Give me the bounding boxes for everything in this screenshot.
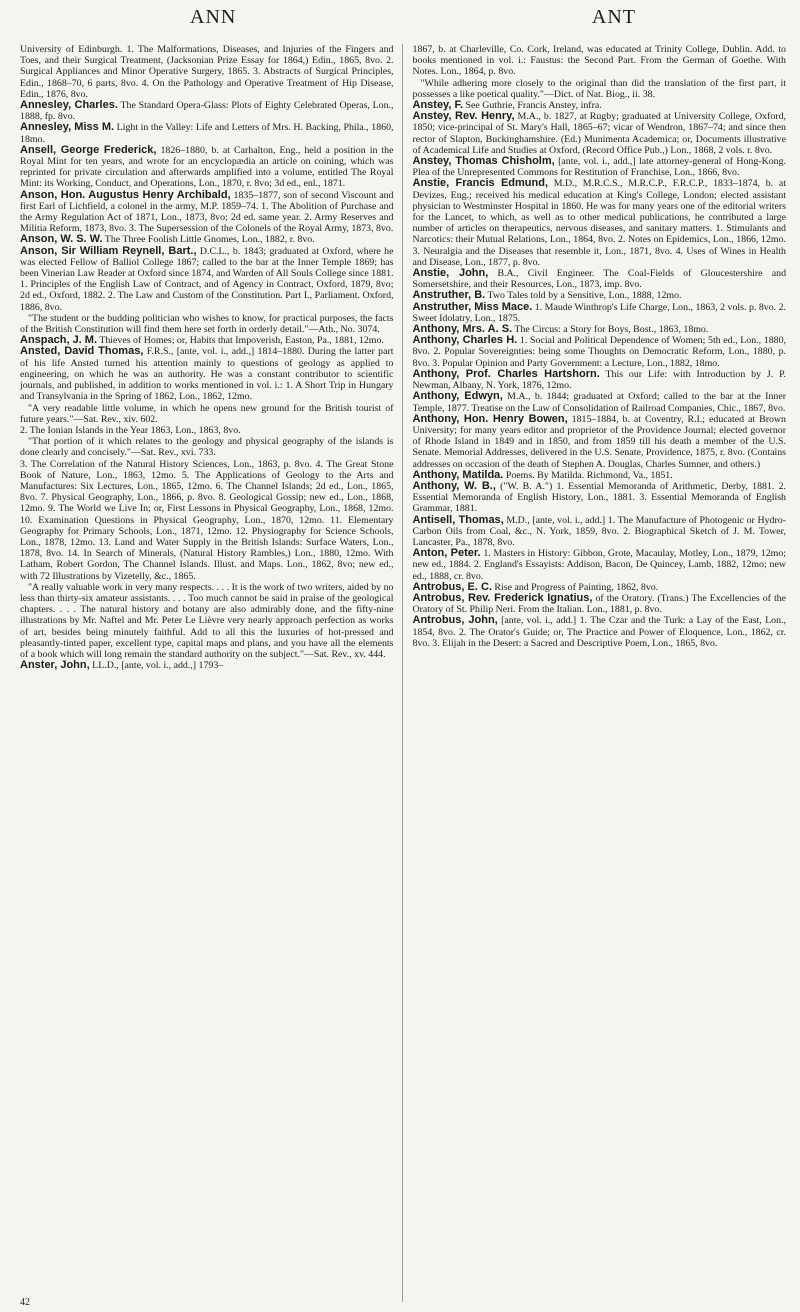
entry-text: Two Tales told by a Sensitive, Lon., 1888, 12mo. (485, 290, 682, 302)
dictionary-entry (413, 481, 787, 515)
dictionary-entry (20, 425, 394, 436)
entry-text: 1867, b. at Charleville, Co. Cork, Ireland, was educated at Trinity College, Dublin. Add. to books mentioned in vol. i.: Faustus: the Second Part. From the German of Goethe. With Notes. Lon., 1864, p. 8vo. (412, 44, 786, 78)
review-quote: "A very readable little volume, in which he opens new ground for the British tourist of future years."—Sat. Rev., xiv. 602. (20, 402, 394, 425)
entry-text: [ante, vol. i., add.,] late attorney-general of Hong-Kong. Plea of the Unrepresented Commons for Restitution of Franchise, Lon., 1866, 8vo. (412, 156, 786, 179)
review-quote: "While adhering more closely to the original than did the translation of the first part, it possesses a like poetical quality."—Dict. of Nat. Biog., ii. 38. (412, 77, 786, 100)
entry-headword: Anthony, W. B., (412, 479, 496, 492)
dictionary-entry (413, 302, 787, 324)
two-column-body (20, 44, 786, 1302)
entry-text: M.A., b. 1827, at Rugby; graduated at University College, Oxford, 1850; vice-principal of St. Mary's Hall, 1865–67; vicar of Wendron, 1867–74; and since then rector of Slapton, Buckinghamshire. (Ed.) Munimenta Academica; or, Documents illustrative of Academical Life and Studies at Oxford, (Record Office Pub.,) Lon., 1868, 2 vols. r. 8vo. (412, 111, 786, 156)
entry-headword: Anstey, Rev. Henry, (412, 110, 515, 123)
entry-text: 1826–1880, b. at Carhalton, Eng., held a position in the Royal Mint for ten years, and wrote for an encyclopædia an article on coining, which was reprinted for private circulation and afterwards amplified into a volume, entitled The Royal Mint: its Working, Conduct, and Operations, Lon., 1870, r. 8vo; 3d ed., enl., 1871. (20, 144, 394, 190)
entry-headword: Annesley, Charles. (20, 99, 118, 112)
entry-text: 3. The Correlation of the Natural History Sciences, Lon., 1863, p. 8vo. 4. The Great Stone Book of Nature, Lon., 1863, 12mo. 5. The Applications of Geology to the Arts and Manufactures: Six Lectures, Lon., 1865, 12mo. 6. The Channel Islands; 2d ed., Lon., 1865, 8vo. 7. Physical Geography, Lon., 1866, p. 8vo. 8. Geological Gossip; new ed., Lon., 1868, 12mo. 9. The World we Live In; or, First Lessons in Physical Geography, Lon., 1868, 12mo. 10. Examination Questions in Physical Geography, Lon., 1870, 12mo. 11. Elementary Geography for Primary Schools, Lon., 1871, 12mo. 12. Physiography for Science Schools, Lon., 1878, 12mo. 13. Land and Water Supply in the British Islands: Surface Waters, Lon., 1878, 8vo. 14. In Search of Minerals, (Natural History Rambles,) Lon., 1880, 12mo. With Latham, Robert Gordon, The Channel Islands. Illust. and Maps. Lon., 1862, 8vo; new ed., with 72 Illustrations by Vizetelly, &c., 1865. (20, 458, 394, 582)
entry-text: This our Life: with Introduction by J. P. Newman, Albany, N. York, 1876, 12mo. (412, 368, 786, 392)
entry-headword: Anthony, Matilda. (412, 468, 504, 481)
dictionary-entry (20, 44, 394, 100)
dictionary-entry (413, 593, 787, 615)
entry-headword: Antisell, Thomas, (412, 513, 504, 526)
entry-headword: Anthony, Mrs. A. S. (412, 323, 513, 336)
header-left-guide-word: ANN (190, 6, 237, 28)
entry-headword: Anson, Hon. Augustus Henry Archibald, (20, 188, 231, 201)
entry-text: F.R.S., [ante, vol. i., add.,] 1814–1880. During the latter part of his life Ansted turned his attention mainly to questions of geology as applied to engineering, on which he was an authority. He was a constant contributor to scientific journals, and published, in addition to works mentioned in vol. i.: 1. A Short Trip in Hungary and Transylvania in the Spring of 1862, Lon., 1862, 12mo. (20, 346, 394, 403)
dictionary-entry (413, 156, 787, 178)
entry-text: See Guthrie, Francis Anstey, infra. (463, 100, 602, 112)
dictionary-entry (20, 346, 394, 402)
entry-text: 1. Masters in History: Gibbon, Grote, Macaulay, Motley, Lon., 1879, 12mo; new ed., 1884. 2. England's Essayists: Addison, Bacon, De Quincey, Lamb, 1882, 12mo; new ed., 1888, cr. 8vo. (412, 548, 786, 582)
entry-headword: Anstie, Francis Edmund, (412, 177, 548, 190)
entry-headword: Anthony, Prof. Charles Hartshorn. (412, 367, 600, 380)
entry-text: 2. The Ionian Islands in the Year 1863, Lon., 1863, 8vo. (20, 424, 241, 436)
header-right-guide-word: ANT (591, 6, 636, 28)
entry-text: B.A., Civil Engineer. The Coal-Fields of Gloucestershire and Somersetshire, and their Resources, Lon., 1873, imp. 8vo. (412, 268, 786, 291)
entry-text: Light in the Valley: Life and Letters of Mrs. H. Backing, Phila., 1860, 18mo. (20, 122, 394, 145)
entry-text: [ante, vol. i., add.] 1. The Czar and the Turk: a Lay of the East, Lon., 1854, 8vo. 2. The Orator's Guide; or, The Practice and Power of Eloquence, Lon., 1862, cr. 8vo. 3. Elijah in the Desert: a Sacred and Descriptive Poem, Lon., 1865, 8vo. (412, 615, 786, 649)
entry-headword: Annesley, Miss M. (20, 121, 115, 134)
entry-text: University of Edinburgh. 1. The Malformations, Diseases, and Injuries of the Fingers and Toes, and their Surgical Treatment, (Jacksonian Prize Essay for 1864,) Edin., 1865, 8vo. 2. Surgical Appliances and Minor Operative Surgery, 1865. 3. Abstracts of Surgical Principles, Edin., 1868–70, 6 parts, 8vo. 4. On the Pathology and Operative Treatment of Hip Disease, Edin., 1876, 8vo. (20, 44, 394, 100)
entry-headword: Anson, Sir William Reynell, Bart., (20, 244, 197, 257)
review-quote: "The student or the budding politician who wishes to know, for practical purposes, the facts of the British Constitution will find them here set forth in orderly detail."—Ath., No. 3074. (20, 312, 394, 336)
entry-headword: Anthony, Edwyn, (412, 390, 503, 403)
entry-text: Rise and Progress of Painting, 1862, 8vo. (491, 581, 659, 593)
entry-headword: Antrobus, John, (412, 614, 498, 627)
dictionary-entry (413, 515, 787, 549)
entry-headword: Anstie, John, (412, 267, 489, 280)
page-number: 42 (20, 1297, 30, 1308)
dictionary-entry (413, 268, 787, 290)
entry-headword: Antrobus, Rev. Frederick Ignatius, (412, 591, 593, 604)
entry-text: M.D., [ante, vol. i., add.] 1. The Manufacture of Photogenic or Hydro-Carbon Oils from Coal, &c., N. York, 1859, 8vo. 2. Biographical Sketch of J. M. Tower, Lancaster, Pa., 1878, 8vo. (412, 514, 786, 548)
entry-text: 1835–1877, son of second Viscount and first Earl of Lichfield, a colonel in the army, M.P. 1859–74. 1. The Abolition of Purchase and the Army Regulation Act of 1871, Lon., 1873, 8vo; 2d ed. same year. 2. Army Reserves and Militia Reform, 1873, 8vo. 3. The Supersession of the Colonels of the Royal Army, 1873, 8vo. (20, 189, 394, 235)
entry-text: 1. Social and Political Dependence of Women; 5th ed., Lon., 1880, 8vo. 2. Popular Sovereignties: being some Thoughts on Democratic Reform, Lon., 1880, p. 8vo. 3. Popular Opinion and Party Government: a Lecture, Lon., 1882, 18mo. (412, 335, 786, 369)
entry-headword: Anstruther, Miss Mace. (412, 300, 533, 313)
entry-headword: Anson, W. S. W. (20, 233, 103, 246)
dictionary-entry (413, 111, 787, 156)
entry-text: The Three Foolish Little Gnomes, Lon., 1882, r. 8vo. (102, 234, 315, 246)
entry-headword: Ansted, David Thomas, (20, 345, 144, 358)
entry-text: The Circus: a Story for Boys, Bost., 1863, 18mo. (512, 324, 709, 336)
entry-headword: Anthony, Hon. Henry Bowen, (412, 412, 568, 425)
entry-headword: Anspach, J. M. (20, 334, 98, 347)
dictionary-entry (20, 246, 394, 313)
entry-headword: Anstey, Thomas Chisholm, (412, 155, 555, 168)
entry-text: Thieves of Homes; or, Habits that Impoverish, Easton, Pa., 1881, 12mo. (97, 335, 384, 347)
dictionary-entry (20, 190, 394, 235)
entry-headword: Anton, Peter. (412, 547, 481, 560)
entry-headword: Antrobus, E. C. (412, 580, 492, 593)
dictionary-entry (413, 369, 787, 391)
dictionary-entry (413, 615, 787, 649)
entry-text: M.D., M.R.C.S., M.R.C.P., F.R.C.P., 1833–1874, b. at Devizes, Eng.; received his medical education at King's College, London; elected assistant physician to Westminster Hospital in 1860. He was for many years one of the editorial writers for the Lancet, to which, as well as to other medical publications, he contributed a large number of articles on therapeutics, nervous diseases, and sanitary matters. 1. Stimulants and Narcotics: their Mutual Relations, Lon., 1864, 8vo. 2. Notes on Epidemics, Lon., 1866, 12mo. 3. Neuralgia and the Diseases that resemble it, Lon., 1871, 8vo. 4. Uses of Wines in Health and Disease, Lon., 1877, p. 8vo. (412, 178, 786, 268)
entry-headword: Anstruther, B. (412, 289, 486, 302)
entry-text: The Standard Opera-Glass: Plots of Eighty Celebrated Operas, Lon., 1888, fp. 8vo. (20, 100, 394, 123)
entry-text: M.A., b. 1844; graduated at Oxford; called to the bar at the Inner Temple, 1877. Treatise on the Law of Consolidation of Railroad Companies, Chic., 1867, 8vo. (412, 391, 786, 414)
entry-text: 1. Maude Winthrop's Life Charge, Lon., 1863, 2 vols. p. 8vo. 2. Sweet Idolatry, Lon., 1875. (412, 301, 786, 324)
entry-text: ("W. B. A.") 1. Essential Memoranda of Arithmetic, Derby, 1881. 2. Essential Memoranda of English History, Lon., 1881. 3. Essential Memoranda of English Grammar, 1881. (412, 480, 786, 515)
dictionary-entry (413, 391, 787, 413)
dictionary-entry (20, 660, 394, 671)
dictionary-entry (413, 548, 787, 582)
review-quote: "A really valuable work in very many respects. . . . It is the work of two writers, aided by no less than thirty-six amateur assistants. . . . Too much cannot be said in praise of the geological chapters. . . . The natural history and botany are also admirably done, and the fifty-nine illustrations by Mr. Naftel and Mr. Peter Le Lièvre very nearly approach perfection as works of art, besides being minutely faithful. Add to all this the luxuries of hot-pressed and pleasantly-tinted paper, excellent type, capital maps and plans, and you have all the elements of a book which will long remain the standard authority on the subject."—Sat. Rev., xv. 444. (20, 581, 394, 660)
entry-text: Poems. By Matilda. Richmond, Va., 1851. (503, 469, 673, 481)
dictionary-entry (20, 100, 394, 122)
entry-headword: Ansell, George Frederick, (20, 143, 157, 156)
entry-headword: Anthony, Charles H. (412, 334, 518, 347)
review-quote: "That portion of it which relates to the geology and physical geography of the islands is done clearly and concisely."—Sat. Rev., xvi. 733. (20, 436, 394, 459)
dictionary-entry (413, 178, 787, 268)
dictionary-entry (20, 122, 394, 144)
dictionary-entry (413, 44, 787, 78)
dictionary-entry (20, 145, 394, 190)
entry-text: LL.D., [ante, vol. i., add.,] 1793– (89, 660, 224, 672)
entry-text: 1815–1884, b. at Coventry, R.I.; educated at Brown University; for many years editor and proprietor of the Providence Journal; elected governor of Rhode Island in 1849 and in 1850, and from 1859 till his death a member of the U.S. Senate. Memorial Addresses, delivered in the U.S. Senate, Providence, 1875, r. 8vo. (Contains addresses on occasion of the death of Stephen A. Douglas, Charles Sumner, and others.) (412, 413, 786, 470)
entry-headword: Anster, John, (20, 659, 90, 672)
entry-text: D.C.L., b. 1843; graduated at Oxford, where he was elected Fellow of Balliol College 1867; called to the bar at the Inner Temple 1869; has been Vinerian Law Reader at Oxford since 1874, and Warden of All Souls College since 1881. 1. Principles of the English Law of Contract, and of Agency in Contract, Oxford, 1879, 8vo; 2d ed., Oxford, 1882. 2. The Law and Custom of the Constitution. Part I., Parliament. Oxford, 1886, 8vo. (20, 245, 394, 313)
dictionary-entry (20, 459, 394, 582)
dictionary-entry (413, 414, 787, 470)
entry-text: of the Oratory. (Trans.) The Excellencies of the Oratory of St. Philip Neri. From the Italian. Lon., 1881, p. 8vo. (412, 592, 786, 616)
dictionary-entry (413, 335, 787, 369)
running-header (20, 6, 786, 44)
left-column (20, 44, 403, 1302)
right-column (413, 44, 787, 1302)
entry-headword: Anstey, F. (412, 99, 464, 112)
